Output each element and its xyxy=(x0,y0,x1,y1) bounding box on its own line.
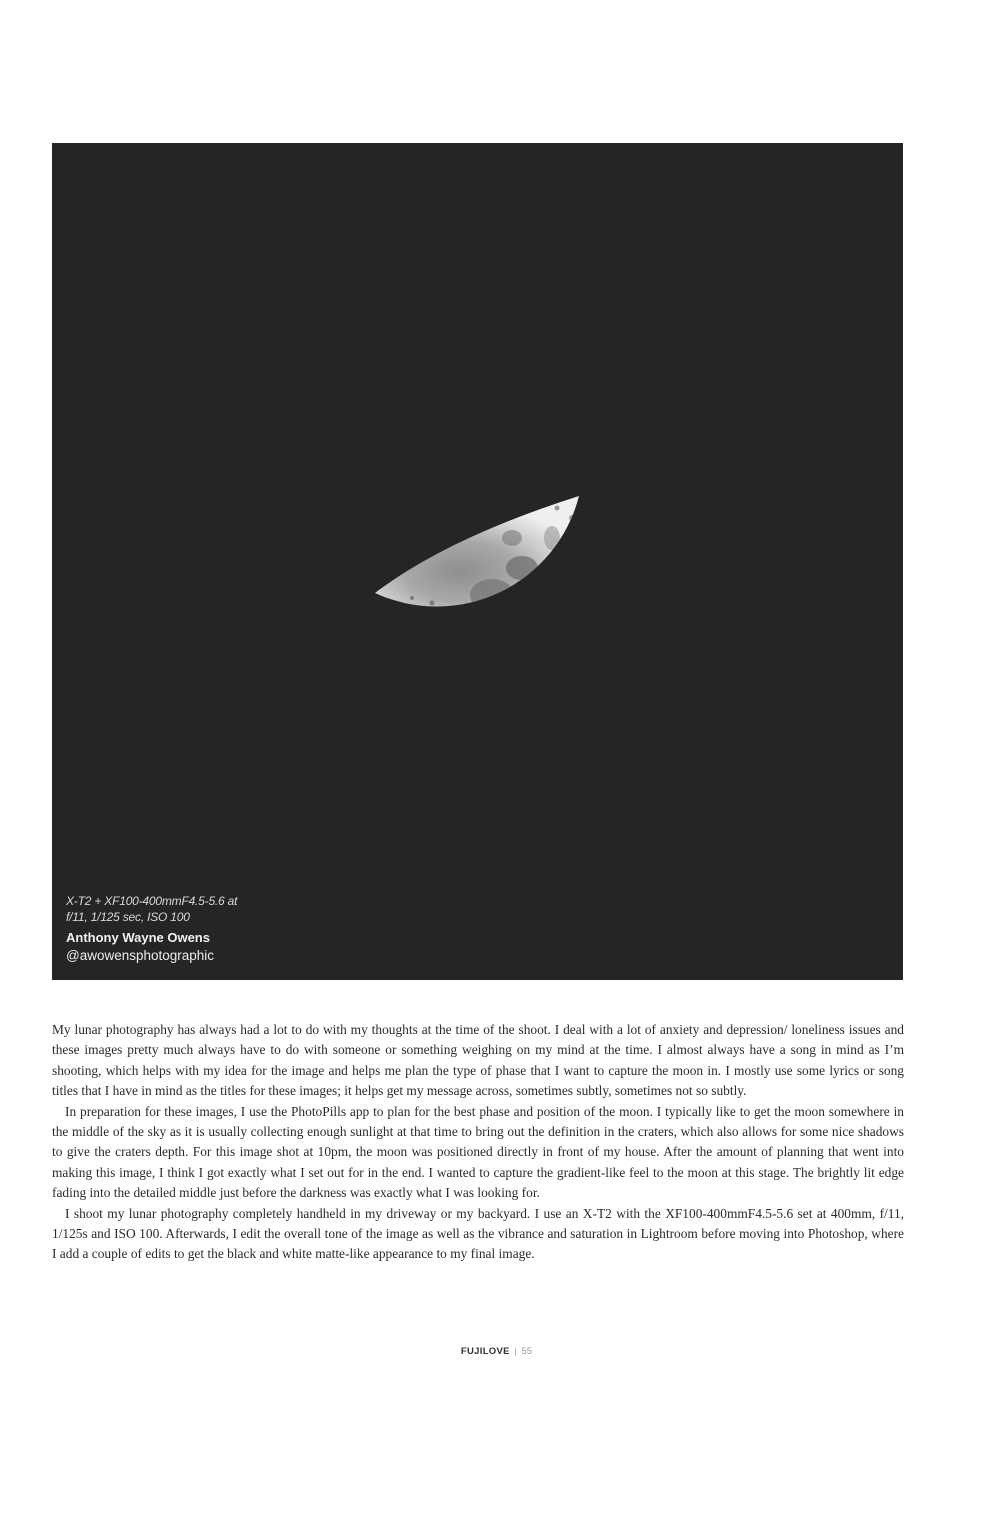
article-paragraph: In preparation for these images, I use the PhotoPills app to plan for the best phase and position of the moon. I typically like to get the moon somewhere in the middle of the sky as it is usually collecting enough sunlight at that time to bring out the definition in the craters, which also allows for some nice shadows to give the craters depth. For this image shot at 10pm, the moon was positioned directly in front of my house. After the amount of planning that went into making this image, I think I got exactly what I set out for in the end. I wanted to capture the gradient-like feel to the moon at this stage. The brightly lit edge fading into the detailed middle just before the darkness was exactly what I was looking for. xyxy=(52,1103,904,1201)
magazine-brand: FUJILOVE xyxy=(460,1346,510,1357)
photo-caption xyxy=(66,893,366,965)
article-body xyxy=(52,1020,904,1265)
photographer-handle: @awowensphotographic xyxy=(66,948,215,963)
article-paragraph: My lunar photography has always had a lot to do with my thoughts at the time of the shoot. I deal with a lot of anxiety and depression/ loneliness issues and these images pretty much always have to do with someone or something weighing on my mind at the time. I almost always have a song in mind as I’m shooting, which helps with my idea for the image and helps me plan the type of phase that I want to capture the moon in. I mostly use some lyrics or song titles that I have in mind as the titles for these images; it helps get my message across, sometimes subtly, sometimes not so subtly. xyxy=(52,1022,904,1099)
footer-separator: | xyxy=(514,1346,517,1357)
page-footer xyxy=(0,1346,993,1357)
article-paragraph: I shoot my lunar photography completely handheld in my driveway or my backyard. I use an X-T2 with the XF100-400mmF4.5-5.6 set at 400mm, f/11, 1/125s and ISO 100. Afterwards, I edit the overall tone of the image as well as the vibrance and saturation in Lightroom before moving into Photoshop, where I add a couple of edits to get the black and white matte-like appearance to my final image. xyxy=(52,1205,904,1262)
page-number: 55 xyxy=(521,1346,533,1357)
photographer-name: Anthony Wayne Owens xyxy=(66,930,210,945)
half-moon-image xyxy=(52,143,903,980)
moon-photograph xyxy=(52,143,903,980)
camera-settings-caption: X-T2 + XF100-400mmF4.5-5.6 at f/11, 1/125 sec, ISO 100 xyxy=(66,894,238,924)
